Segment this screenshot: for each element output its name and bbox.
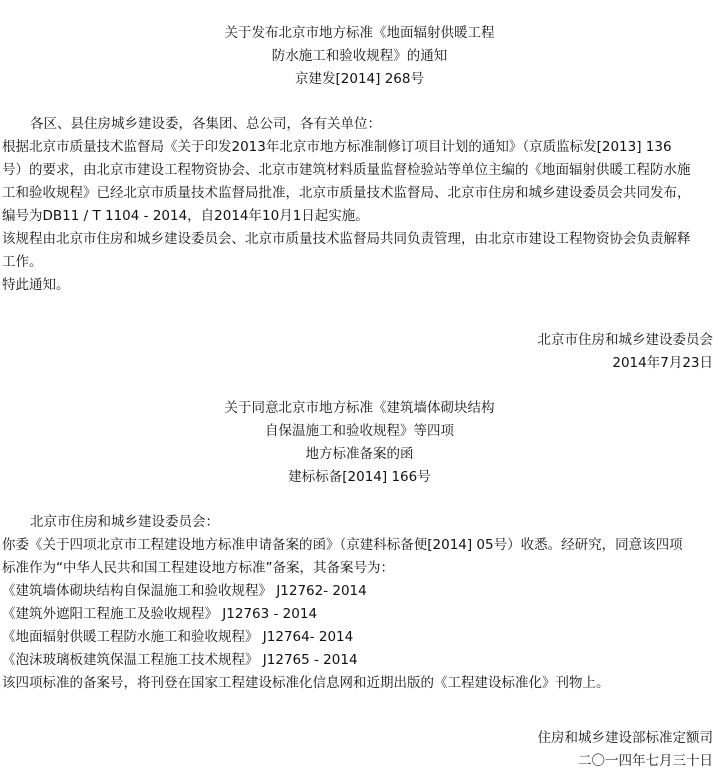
notice2-doc-number: 建标标备[2014] 166号 [288,469,431,485]
notice2-standard-item: 《建筑外遮阳工程施工及验收规程》 J12763 - 2014 [2,606,318,622]
notice1-date: 2014年7月23日 [612,355,713,371]
notice1-body-line: 该规程由北京市住房和城乡建设委员会、北京市质量技术监督局共同负责管理，由北京市建设工程物资协会负责解释 [2,231,691,247]
notice1-body-line: 号）的要求，由北京市建设工程物资协会、北京市建筑材料质量监督检验站等单位主编的《地面辐射供暖工程防水施 [2,162,691,178]
notice2-title-line-2: 自保温施工和验收规程》等四项 [265,423,454,439]
notice2-title-line-3: 地方标准备案的函 [305,446,414,462]
notice1-body-line: 工和验收规程》已经北京市质量技术监督局批准，北京市质量技术监督局、北京市住房和城乡建设委员会共同发布， [2,185,691,201]
notice2-standard-item: 《建筑墙体砌块结构自保温施工和验收规程》 J12762- 2014 [2,583,367,599]
notice2-signature: 住房和城乡建设部标准定额司 [537,730,713,746]
notice2-body-line: 标准作为“中华人民共和国工程建设地方标准”备案，其备案号为： [2,560,394,576]
notice1-salutation: 各区、县住房城乡建设委，各集团、总公司，各有关单位： [30,116,381,132]
notice1-doc-number: 京建发[2014] 268号 [295,71,424,87]
notice1-body-line: 编号为DB11 / T 1104 - 2014，自2014年10月1日起实施。 [2,208,369,224]
notice2-standard-item: 《地面辐射供暖工程防水施工和验收规程》 J12764- 2014 [2,629,354,645]
notice2-salutation: 北京市住房和城乡建设委员会： [30,514,219,530]
notice2-date: 二〇一四年七月三十日 [578,753,713,769]
notice1-body-line: 特此通知。 [2,277,70,293]
notice1-title-line-1: 关于发布北京市地方标准《地面辐射供暖工程 [224,25,495,41]
notice1-title-line-2: 防水施工和验收规程》的通知 [271,48,448,64]
notice2-body-line: 你委《关于四项北京市工程建设地方标准申请备案的函》（京建科标备便[2014] 05号）收悉。经研究，同意该四项 [2,537,683,553]
notice1-signature: 北京市住房和城乡建设委员会 [537,332,713,348]
notice2-body-line: 该四项标准的备案号，将刊登在国家工程建设标准化信息网和近期出版的《工程建设标准化》刊物上。 [2,675,610,691]
notice2-title-line-1: 关于同意北京市地方标准《建筑墙体砌块结构 [224,400,495,416]
notice1-body-line: 工作。 [2,254,43,270]
notice1-body-line: 根据北京市质量技术监督局《关于印发2013年北京市地方标准制修订项目计划的通知》（京质监标发[2013] 136 [2,139,672,155]
notice2-standard-item: 《泡沫玻璃板建筑保温工程施工技术规程》 J12765 - 2014 [2,652,358,668]
